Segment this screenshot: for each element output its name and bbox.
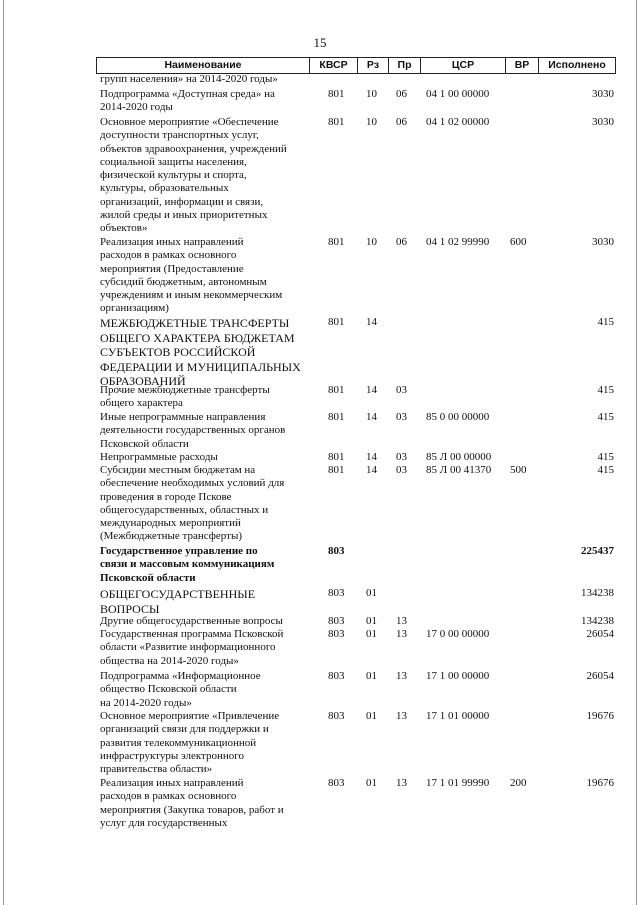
row-name: групп населения» на 2014-2020 годы» [100,73,278,85]
row-executed: 415 [597,411,614,423]
row-executed: 19676 [586,777,614,789]
row-rz: 01 [366,615,377,627]
row-rz: 01 [366,777,377,789]
row-rz: 10 [366,88,377,100]
row-rz: 01 [366,710,377,722]
header-executed: Исполнено [548,59,606,71]
scan-edge-right [636,0,637,905]
row-name: Непрограммные расходы [100,451,218,463]
row-rz: 01 [366,628,377,640]
row-executed: 415 [597,464,614,476]
row-rz: 10 [366,116,377,128]
row-pr: 03 [396,411,407,423]
row-kvsr: 803 [328,710,345,722]
row-rz: 14 [366,411,377,423]
row-kvsr: 801 [328,411,345,423]
row-pr: 06 [396,236,407,248]
header-kvsr: КВСР [319,59,348,71]
row-name: Реализация иных направлений расходов в рамках основного мероприятия (Предоставление субсидий бюджетным, автономным учреждениям и иным некоммерческим организациям) [100,236,283,315]
row-pr: 13 [396,777,407,789]
header-name: Наименование [164,59,242,71]
row-name: Другие общегосударственные вопросы [100,615,283,627]
row-pr: 13 [396,710,407,722]
row-csr: 17 1 01 99990 [426,777,490,789]
row-kvsr: 803 [328,615,345,627]
row-name: МЕЖБЮДЖЕТНЫЕ ТРАНСФЕРТЫ ОБЩЕГО ХАРАКТЕРА БЮДЖЕТАМ СУБЪЕКТОВ РОССИЙСКОЙ ФЕДЕРАЦИИ И МУНИЦИПАЛЬНЫХ ОБРАЗОВАНИЙ [100,316,301,388]
row-name: Прочие межбюджетные трансферты общего характера [100,384,270,410]
page-number: 15 [313,35,327,50]
row-kvsr: 801 [328,316,345,328]
row-name: Иные непрограммные направления деятельности государственных органов Псковской области [100,411,286,450]
row-rz: 10 [366,236,377,248]
row-csr: 85 Л 00 41370 [426,464,492,476]
row-kvsr: 801 [328,464,345,476]
row-rz: 14 [366,316,377,328]
row-name: Подпрограмма «Информационное общество Псковской области на 2014-2020 годы» [100,670,261,709]
row-executed: 415 [597,451,614,463]
scan-edge-left [3,0,4,905]
row-csr: 04 1 00 00000 [426,88,490,100]
row-pr: 13 [396,615,407,627]
row-kvsr: 801 [328,236,345,248]
row-kvsr: 803 [328,587,345,599]
row-name: Субсидии местным бюджетам на обеспечение необходимых условий для проведения в городе Пскове общегосударственных, областных и международных мероприятий (Межбюджетные трансферты) [100,464,285,543]
row-executed: 26054 [586,628,614,640]
row-rz: 14 [366,451,377,463]
row-pr: 13 [396,670,407,682]
row-vr: 200 [510,777,527,789]
row-pr: 06 [396,116,407,128]
row-pr: 03 [396,451,407,463]
row-executed: 134238 [581,587,614,599]
row-rz: 14 [366,464,377,476]
row-executed: 3030 [592,236,614,248]
row-executed: 3030 [592,88,614,100]
row-kvsr: 801 [328,451,345,463]
row-pr: 03 [396,384,407,396]
row-csr: 04 1 02 99990 [426,236,490,248]
row-pr: 13 [396,628,407,640]
row-name: Государственное управление по связи и массовым коммуникациям Псковской области [100,545,275,584]
row-csr: 85 Л 00 00000 [426,451,492,463]
row-executed: 19676 [586,710,614,722]
row-executed: 415 [597,316,614,328]
row-name: ОБЩЕГОСУДАРСТВЕННЫЕ ВОПРОСЫ [100,587,256,616]
row-kvsr: 803 [328,628,345,640]
row-pr: 06 [396,88,407,100]
row-csr: 04 1 02 00000 [426,116,490,128]
row-pr: 03 [396,464,407,476]
row-executed: 415 [597,384,614,396]
row-rz: 01 [366,587,377,599]
row-kvsr: 803 [328,670,345,682]
row-name: Основное мероприятие «Обеспечение доступности транспортных услуг, объектов здравоохранения, учреждений социальной защиты населения, физической культуры и спорта, культуры, образовательных организаций, информации и связи, жилой среды и иных приоритетных объектов» [100,116,287,235]
row-csr: 17 1 00 00000 [426,670,490,682]
row-vr: 500 [510,464,527,476]
row-kvsr: 801 [328,384,345,396]
row-vr: 600 [510,236,527,248]
header-rz: Рз [366,59,380,71]
row-name: Реализация иных направлений расходов в рамках основного мероприятия (Закупка товаров, работ и услуг для государственных [100,777,284,829]
row-csr: 17 0 00 00000 [426,628,490,640]
row-kvsr: 803 [328,545,345,557]
header-vr: ВР [514,59,530,71]
row-executed: 225437 [581,545,614,557]
row-executed: 134238 [581,615,614,627]
row-name: Основное мероприятие «Привлечение организаций связи для поддержки и развития телекоммуникационной инфраструктуры электронного правительства области» [100,710,280,776]
header-csr: ЦСР [451,59,475,71]
row-kvsr: 803 [328,777,345,789]
row-name: Государственная программа Псковской области «Развитие информационного общества на 2014-2020 годы» [100,628,284,667]
row-executed: 26054 [586,670,614,682]
row-kvsr: 801 [328,88,345,100]
row-executed: 3030 [592,116,614,128]
header-pr: Пр [397,59,412,71]
row-csr: 85 0 00 00000 [426,411,490,423]
row-csr: 17 1 01 00000 [426,710,490,722]
row-kvsr: 801 [328,116,345,128]
row-rz: 14 [366,384,377,396]
row-rz: 01 [366,670,377,682]
row-name: Подпрограмма «Доступная среда» на 2014-2020 годы [100,88,275,114]
table-header [96,57,616,74]
